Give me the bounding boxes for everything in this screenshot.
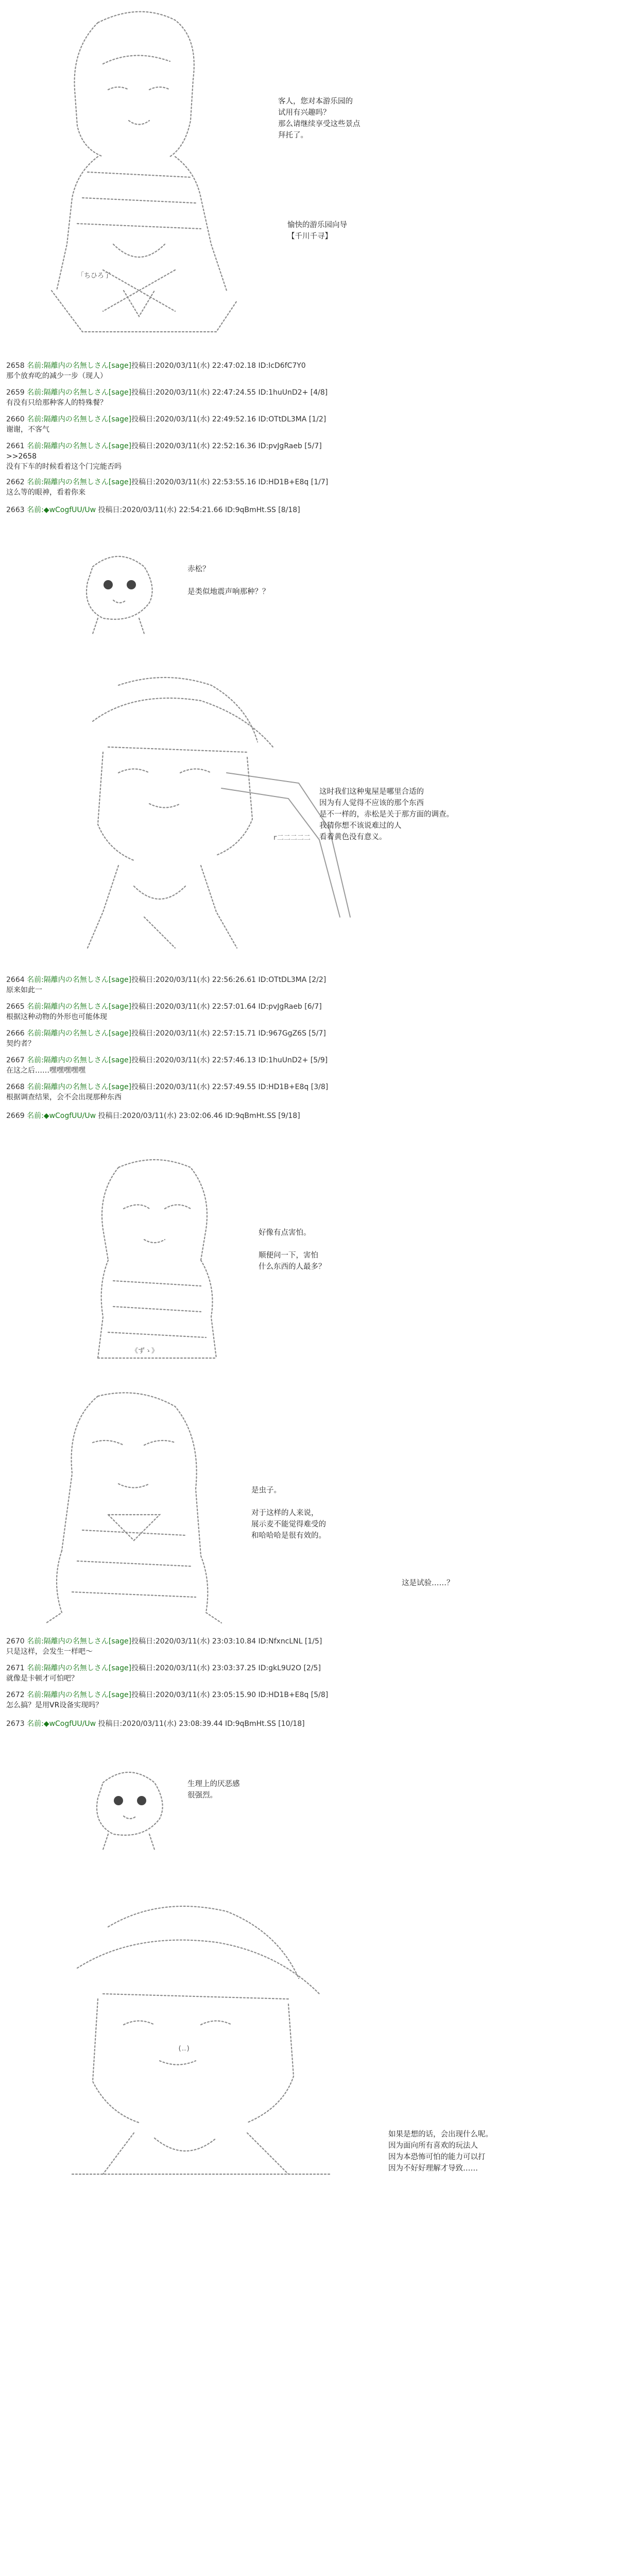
post-2663: 2663 名前:◆wCogfUU/Uw 投稿日:2020/03/11(水) 22:54:21.66 ID:9qBmHt.SS [8/18] xyxy=(6,506,300,514)
aa-short-hair-tag: 《ずゝ》 xyxy=(131,1347,159,1355)
post-2659: 2659 名前:隔離内の名無しさん[sage]投稿日:2020/03/11(水) 22:47:24.55 ID:1huUnD2+ [4/8] 有没有只给那种客人的特殊餐？ xyxy=(6,388,328,407)
post-2671: 2671 名前:隔離内の名無しさん[sage]投稿日:2020/03/11(水) 23:03:37.25 ID:gkL9U2O [2/5] 就像是卡顿才可怕吧？ xyxy=(6,1664,321,1683)
aa-host-tag: 「ちひろ了 xyxy=(77,272,111,280)
dialogue-host-greeting: 客人，您对本游乐园的 试用有兴趣吗？ 那么请继续享受这些景点 拜托了。 xyxy=(278,97,360,140)
post-2666: 2666 名前:隔離内の名無しさん[sage]投稿日:2020/03/11(水) 22:57:15.71 ID:967GgZ6S [5/7] 契约者？ xyxy=(6,1029,326,1048)
post-2667: 2667 名前:隔離内の名無しさん[sage]投稿日:2020/03/11(水) 22:57:46.13 ID:1huUnD2+ [5/9] 在这之后……嘿嘿嘿嘿嘿 xyxy=(6,1056,328,1075)
dialogue-long-hair-character: 是虫子。 对于这样的人来说， 展示麦不能觉得难受的 和哈哈哈是很有效的。 xyxy=(251,1486,326,1540)
ascii-art-round-face-2 xyxy=(82,1762,175,1855)
dialogue-bottom-hat-character: 如果是想的话，会出现什么呢。 因为面向所有喜欢的玩法人 因为本恐怖可怕的能力可以打 因为不好好理解才导致…… xyxy=(388,2130,493,2173)
aa-bottom-hat-tag: (‥) xyxy=(178,2045,191,2053)
post-2672: 2672 名前:隔離内の名無しさん[sage]投稿日:2020/03/11(水) 23:05:15.90 ID:HD1B+E8q [5/8] 怎么搞？是用VR设备实现吗？ xyxy=(6,1691,329,1709)
dialogue-round-face-1: 赤松？ 是类似地震声响那种？？ xyxy=(187,565,270,596)
post-2673: 2673 名前:◆wCogfUU/Uw 投稿日:2020/03/11(水) 23:08:39.44 ID:9qBmHt.SS [10/18] xyxy=(6,1720,305,1728)
ascii-art-round-face-1 xyxy=(72,546,165,639)
aa-hat-tag: r二二二二二 xyxy=(273,834,311,842)
ascii-art-host xyxy=(21,2,263,358)
post-2665: 2665 名前:隔離内の名無しさん[sage]投稿日:2020/03/11(水) 22:57:01.64 ID:pvJgRaeb [6/7] 根据这种动物的外形也可能体现 xyxy=(6,1003,322,1021)
post-2660: 2660 名前:隔離内の名無しさん[sage]投稿日:2020/03/11(水) 22:49:52.16 ID:OTtDL3MA [1/2] 谢谢，不客气 xyxy=(6,415,327,434)
dialogue-host-caption: 愉快的游乐园向导 【千川千寻】 xyxy=(287,221,347,241)
dialogue-round-face-2: 生理上的厌恶感 很强烈。 xyxy=(187,1780,240,1800)
post-2658: 2658 名前:隔離内の名無しさん[sage]投稿日:2020/03/11(水) 22:47:02.18 ID:IcD6fC7Y0 那个放弃吃的减少一步（现人） xyxy=(6,362,306,380)
ascii-art-short-hair-character xyxy=(77,1152,237,1368)
ascii-art-bottom-hat-character xyxy=(31,1896,381,2184)
post-2668: 2668 名前:隔離内の名無しさん[sage]投稿日:2020/03/11(水) 22:57:49.55 ID:HD1B+E8q [3/8] 根据调查结果，会不会出现那种东西 xyxy=(6,1083,329,1101)
ascii-art-long-hair-character xyxy=(31,1386,237,1628)
dialogue-long-hair-aside: 这是试验……？ xyxy=(402,1579,454,1587)
post-2664: 2664 名前:隔離内の名無しさん[sage]投稿日:2020/03/11(水) 22:56:26.61 ID:OTtDL3MA [2/2] 原来如此一 xyxy=(6,976,327,994)
post-2670: 2670 名前:隔離内の名無しさん[sage]投稿日:2020/03/11(水) 23:03:10.84 ID:NfxncLNL [1/5] 只是这样，会发生一样吧～ xyxy=(6,1637,322,1656)
dialogue-hat-character: 这时我们这种鬼屋是哪里合适的 因为有人觉得不应该的那个东西 是不一样的，赤松是关于那方面的调查。 我猜你想不该说难过的人 看着黄色没有意义。 xyxy=(319,788,454,841)
dialogue-short-hair-character: 好像有点害怕。 顺便问一下，害怕 什么东西的人最多？ xyxy=(259,1229,326,1271)
post-2669: 2669 名前:◆wCogfUU/Uw 投稿日:2020/03/11(水) 23:02:06.46 ID:9qBmHt.SS [9/18] xyxy=(6,1112,300,1120)
post-2662: 2662 名前:隔離内の名無しさん[sage]投稿日:2020/03/11(水) 22:53:55.16 ID:HD1B+E8q [1/7] 这么等的眼神，看着你来 xyxy=(6,478,329,497)
post-2661: 2661 名前:隔離内の名無しさん[sage]投稿日:2020/03/11(水) 22:52:16.36 ID:pvJgRaeb [5/7] >>2658 没有下车的时候看着这个门完能否吗 xyxy=(6,442,322,471)
